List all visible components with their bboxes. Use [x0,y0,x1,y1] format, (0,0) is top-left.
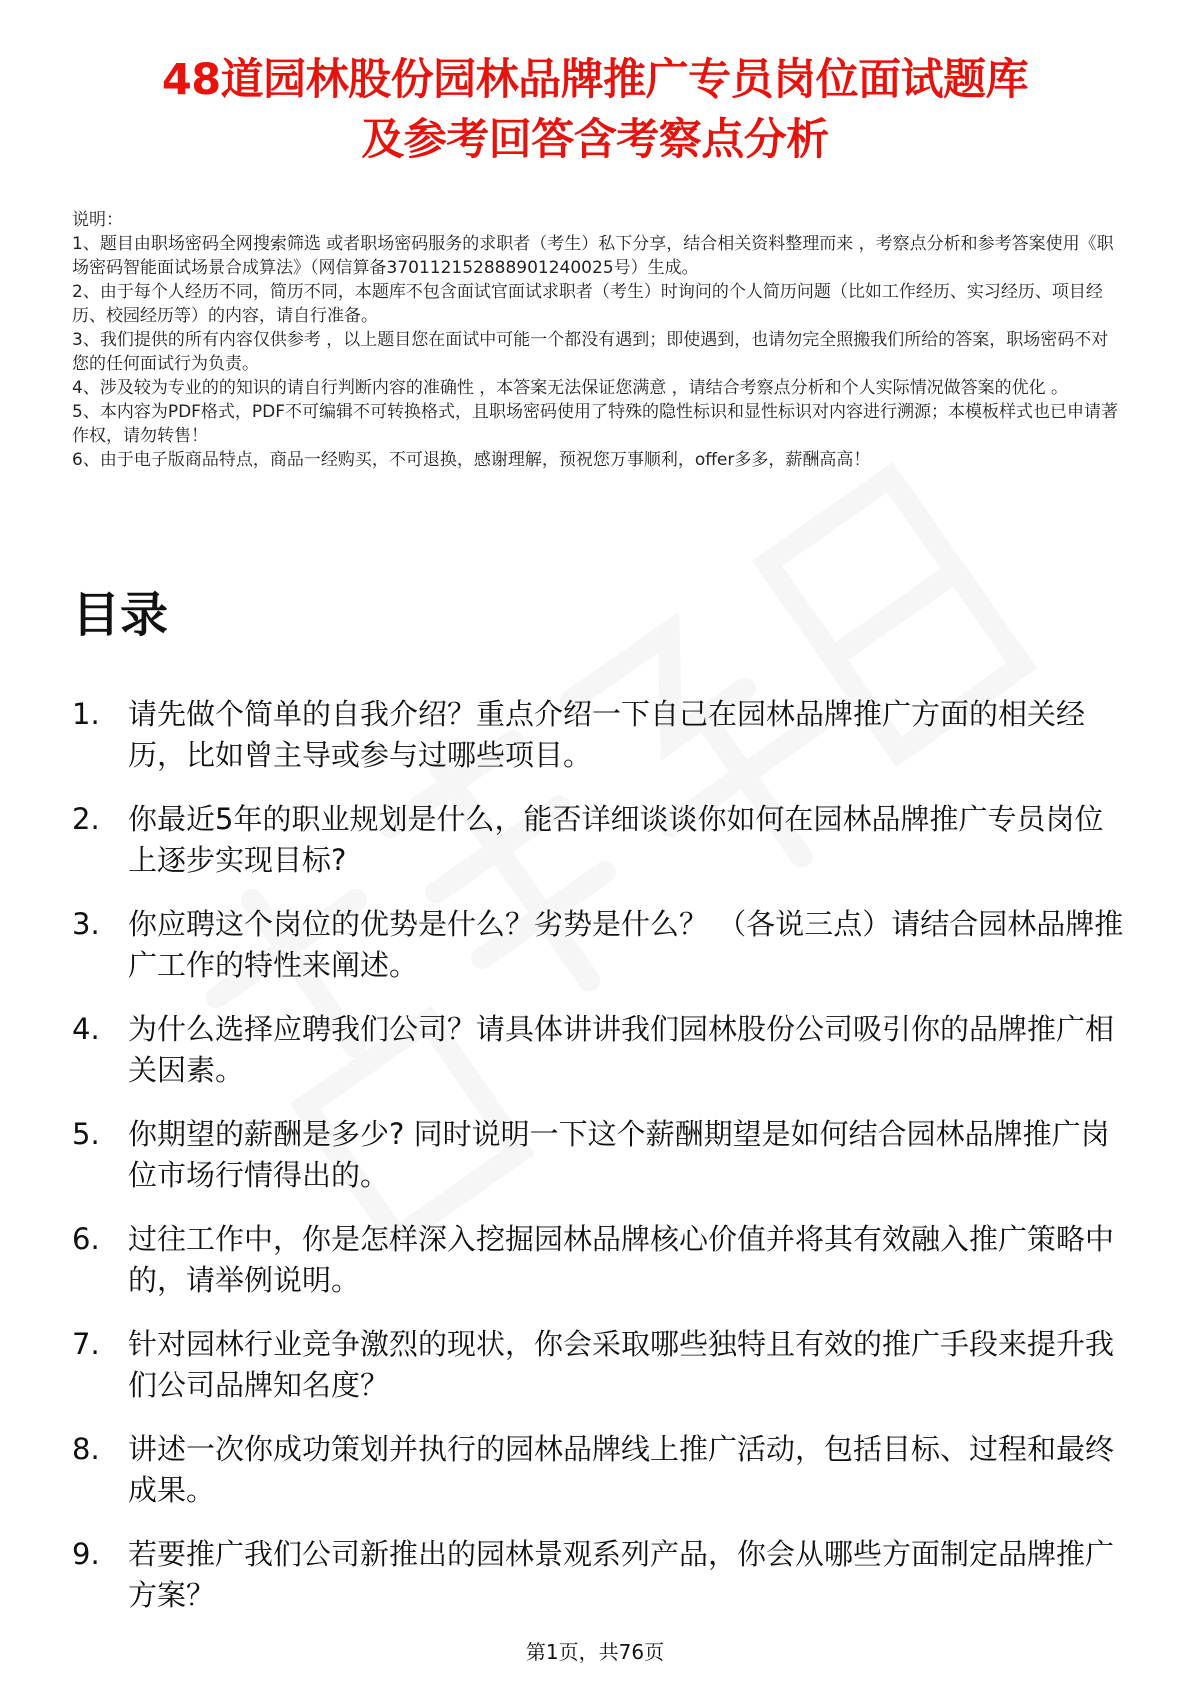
page-title [40,50,1150,170]
toc-item-text: 你应聘这个岗位的优势是什么？劣势是什么？ （各说三点）请结合园林品牌推广工作的特性来阐述。 [128,907,1124,982]
toc-item-number: 2. [72,802,100,836]
toc-item-number: 9. [72,1537,100,1571]
note-item-6: 6、由于电子版商品特点，商品一经购买，不可退换，感谢理解，预祝您万事顺利，offer多多，薪酬高高！ [72,450,871,470]
toc-item-text: 若要推广我们公司新推出的园林景观系列产品，你会从哪些方面制定品牌推广方案？ [128,1537,1115,1612]
toc-item[interactable] [72,1324,1127,1406]
toc-heading: 目录 [72,587,169,643]
toc-item[interactable] [72,1429,1127,1511]
notes-section [72,208,1120,472]
toc-item-number: 1. [72,697,100,731]
toc-item[interactable] [72,1009,1127,1091]
note-item-2: 2、由于每个人经历不同，简历不同，本题库不包含面试官面试求职者（考生）时询问的个人简历问题（比如工作经历、实习经历、项目经历、校园经历等）的内容，请自行准备。 [72,282,1103,326]
page-number-footer: 第1页，共76页 [525,1640,665,1664]
toc-item-text: 过往工作中，你是怎样深入挖掘园林品牌核心价值并将其有效融入推广策略中的，请举例说明。 [128,1222,1115,1297]
notes-heading: 说明： [72,210,123,230]
toc-item[interactable] [72,1219,1127,1301]
toc-item-number: 5. [72,1117,100,1151]
toc-item-text: 为什么选择应聘我们公司？请具体讲讲我们园林股份公司吸引你的品牌推广相关因素。 [128,1012,1115,1087]
toc-item[interactable] [72,1114,1127,1196]
title-line-2: 及参考回答含考察点分析 [361,115,829,165]
toc-item-number: 7. [72,1327,100,1361]
toc-item-number: 8. [72,1432,100,1466]
toc-item[interactable] [72,1534,1127,1616]
note-item-4: 4、涉及较为专业的的知识的请自行判断内容的准确性 ，本答案无法保证您满意 ，请结合考察点分析和个人实际情况做答案的优化 。 [72,378,1069,398]
toc-item[interactable] [72,799,1127,881]
toc-item[interactable] [72,694,1127,776]
toc-item-text: 你最近5年的职业规划是什么，能否详细谈谈你如何在园林品牌推广专员岗位上逐步实现目标? [128,802,1104,877]
toc-item-text: 讲述一次你成功策划并执行的园林品牌线上推广活动，包括目标、过程和最终成果。 [128,1432,1115,1507]
toc-item-text: 你期望的薪酬是多少? 同时说明一下这个薪酬期望是如何结合园林品牌推广岗位市场行情得出的。 [128,1117,1110,1192]
note-item-5: 5、本内容为PDF格式，PDF不可编辑不可转换格式，且职场密码使用了特殊的隐性标识和显性标识对内容进行溯源；本模板样式也已申请著作权，请勿转售！ [72,402,1119,446]
toc-item-number: 3. [72,907,100,941]
toc-item-text: 请先做个简单的自我介绍？重点介绍一下自己在园林品牌推广方面的相关经历，比如曾主导或参与过哪些项目。 [128,697,1086,772]
table-of-contents [72,694,1127,1639]
title-line-1: 48道园林股份园林品牌推广专员岗位面试题库 [161,55,1029,105]
toc-item-number: 6. [72,1222,100,1256]
toc-item-number: 4. [72,1012,100,1046]
toc-item-text: 针对园林行业竞争激烈的现状，你会采取哪些独特且有效的推广手段来提升我们公司品牌知名度？ [128,1327,1115,1402]
note-item-1: 1、题目由职场密码全网搜索筛选 或者职场密码服务的求职者（考生）私下分享，结合相关资料整理而来 ，考察点分析和参考答案使用《职场密码智能面试场景合成算法》（网信算备370112152888901240025号）生成。 [72,234,1114,278]
note-item-3: 3、我们提供的所有内容仅供参考 ，以上题目您在面试中可能一个都没有遇到；即使遇到，也请勿完全照搬我们所给的答案，职场密码不对您的任何面试行为负责。 [72,330,1109,374]
toc-item[interactable] [72,904,1127,986]
